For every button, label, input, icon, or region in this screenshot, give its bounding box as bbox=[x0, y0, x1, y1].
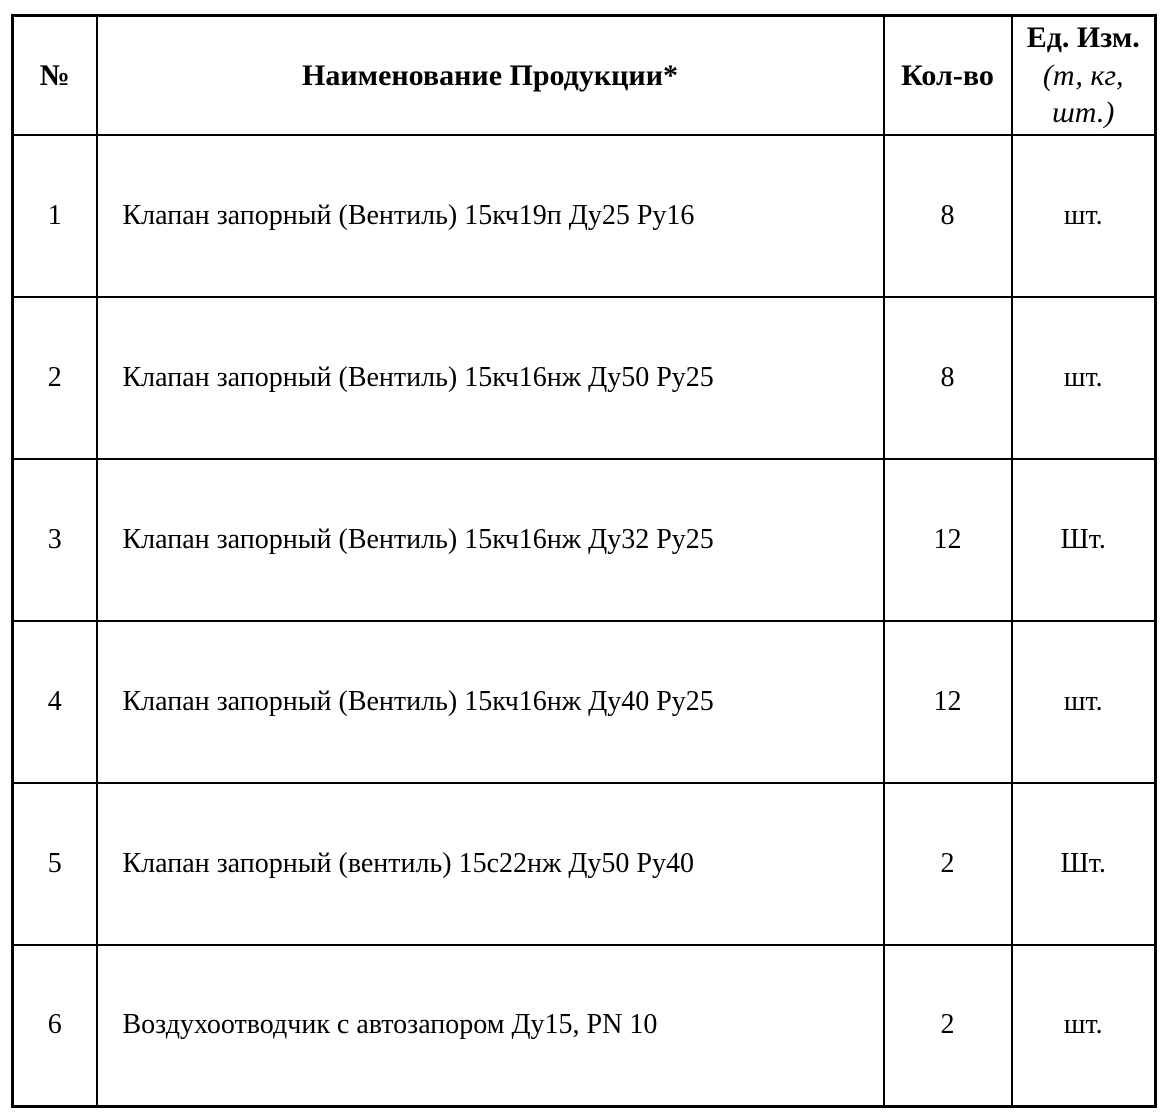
row-number: 6 bbox=[13, 945, 97, 1107]
unit: шт. bbox=[1012, 135, 1156, 297]
product-name: Клапан запорный (Вентиль) 15кч16нж Ду32 Ру25 bbox=[97, 459, 884, 621]
table-row bbox=[13, 297, 1156, 459]
table-row bbox=[13, 621, 1156, 783]
quantity: 12 bbox=[884, 621, 1012, 783]
quantity: 8 bbox=[884, 135, 1012, 297]
product-name: Воздухоотводчик с автозапором Ду15, PN 10 bbox=[97, 945, 884, 1107]
header-cell-name: Наименование Продукции* bbox=[97, 16, 884, 135]
row-number: 2 bbox=[13, 297, 97, 459]
product-name: Клапан запорный (вентиль) 15с22нж Ду50 Ру40 bbox=[97, 783, 884, 945]
table-body bbox=[13, 135, 1156, 1107]
quantity: 8 bbox=[884, 297, 1012, 459]
row-number: 4 bbox=[13, 621, 97, 783]
row-number: 3 bbox=[13, 459, 97, 621]
product-name: Клапан запорный (Вентиль) 15кч19п Ду25 Ру16 bbox=[97, 135, 884, 297]
products-table bbox=[11, 14, 1157, 1108]
header-cell-num: № bbox=[13, 16, 97, 135]
unit: Шт. bbox=[1012, 459, 1156, 621]
table-row bbox=[13, 945, 1156, 1107]
product-name: Клапан запорный (Вентиль) 15кч16нж Ду40 Ру25 bbox=[97, 621, 884, 783]
unit: шт. bbox=[1012, 945, 1156, 1107]
unit: шт. bbox=[1012, 297, 1156, 459]
quantity: 2 bbox=[884, 783, 1012, 945]
quantity: 2 bbox=[884, 945, 1012, 1107]
product-name: Клапан запорный (Вентиль) 15кч16нж Ду50 Ру25 bbox=[97, 297, 884, 459]
table-row bbox=[13, 459, 1156, 621]
unit: Шт. bbox=[1012, 783, 1156, 945]
table-row bbox=[13, 135, 1156, 297]
row-number: 5 bbox=[13, 783, 97, 945]
unit-label-bold: Ед. Изм. bbox=[1026, 21, 1140, 54]
header-cell-qty: Кол-во bbox=[884, 16, 1012, 135]
header-cell-unit bbox=[1012, 16, 1156, 135]
unit-label-italic: (т, кг, шт.) bbox=[1042, 58, 1124, 129]
row-number: 1 bbox=[13, 135, 97, 297]
table-row bbox=[13, 783, 1156, 945]
quantity: 12 bbox=[884, 459, 1012, 621]
unit: шт. bbox=[1012, 621, 1156, 783]
table-header bbox=[13, 16, 1156, 135]
header-row bbox=[13, 16, 1156, 135]
